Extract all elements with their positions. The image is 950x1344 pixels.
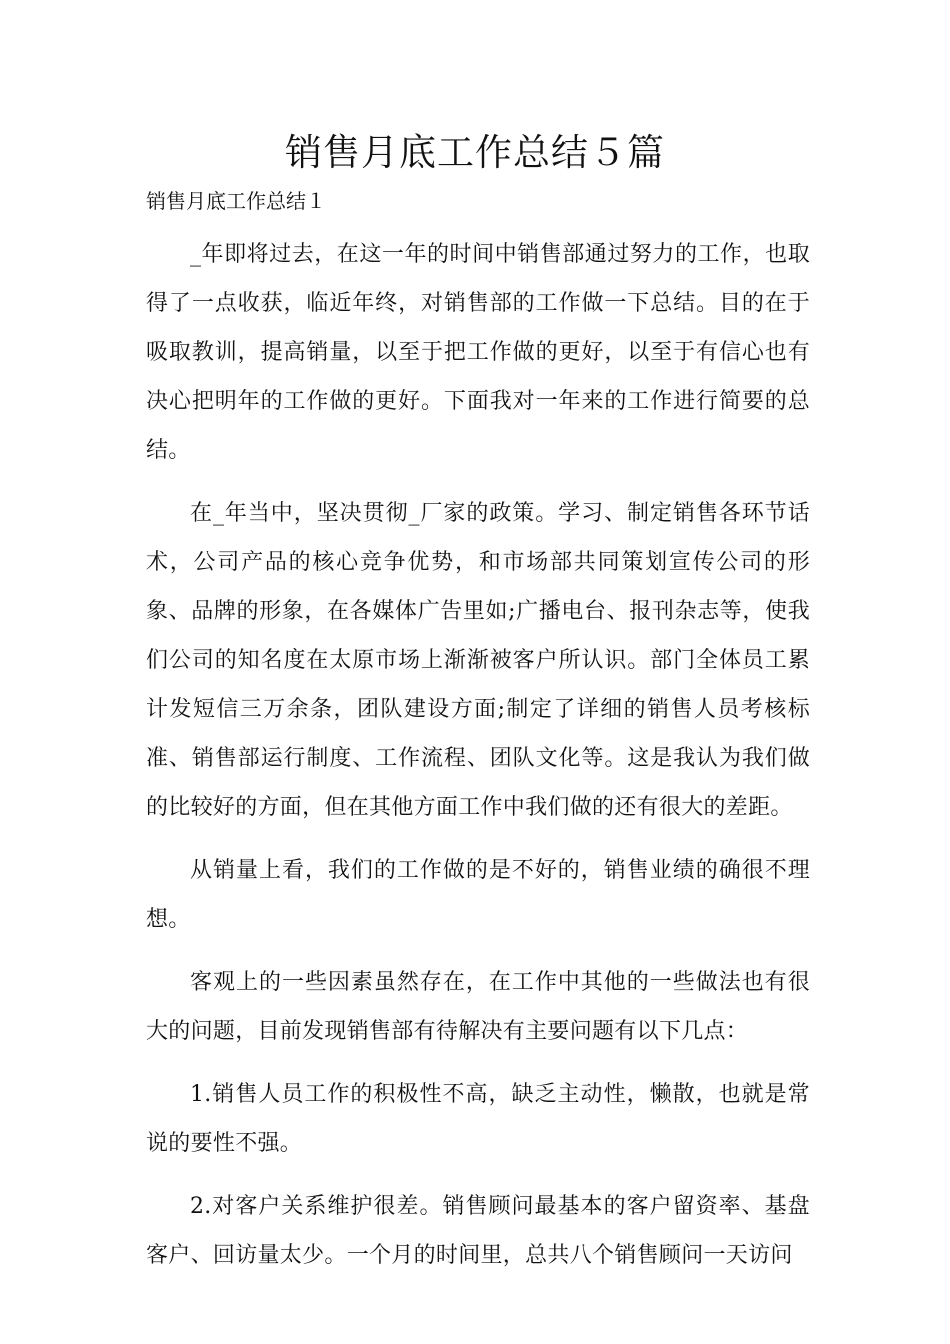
paragraph-sales-volume: 从销量上看，我们的工作做的是不好的，销售业绩的确很不理想。 [146,858,810,932]
paragraph-problem-1: 1.销售人员工作的积极性不高，缺乏主动性，懒散，也就是常说的要性不强。 [146,1082,810,1156]
paragraph-achievements: 在_年当中，坚决贯彻_厂家的政策。学习、制定销售各环节话术，公司产品的核心竞争优势，和市场部共同策划宣传公司的形象、品牌的形象，在各媒体广告里如;广播电台、报刊杂志等，使我们公司的知名度在太原市场上渐渐被客户所认识。部门全体员工累计发短信三万余条，团队建设方面;制定了详细的销售人员考核标准、销售部运行制度、工作流程、团队文化等。这是我认为我们做的比较好的方面，但在其他方面工作中我们做的还有很大的差距。 [146,501,810,820]
document-body [146,230,810,1294]
document-title: 销售月底工作总结５篇 [285,131,665,174]
section-heading: 销售月底工作总结１ [146,189,326,213]
paragraph-problem-2: 2.对客户关系维护很差。销售顾问最基本的客户留资率、基盘客户、回访量太少。一个月的时间里，总共八个销售顾问一天访问 [146,1194,810,1268]
paragraph-intro: _年即将过去，在这一年的时间中销售部通过努力的工作，也取得了一点收获，临近年终，对销售部的工作做一下总结。目的在于吸取教训，提高销量，以至于把工作做的更好，以至于有信心也有决心把明年的工作做的更好。下面我对一年来的工作进行简要的总结。 [146,242,810,463]
paragraph-problems-intro: 客观上的一些因素虽然存在，在工作中其他的一些做法也有很大的问题，目前发现销售部有待解决有主要问题有以下几点： [146,970,810,1044]
